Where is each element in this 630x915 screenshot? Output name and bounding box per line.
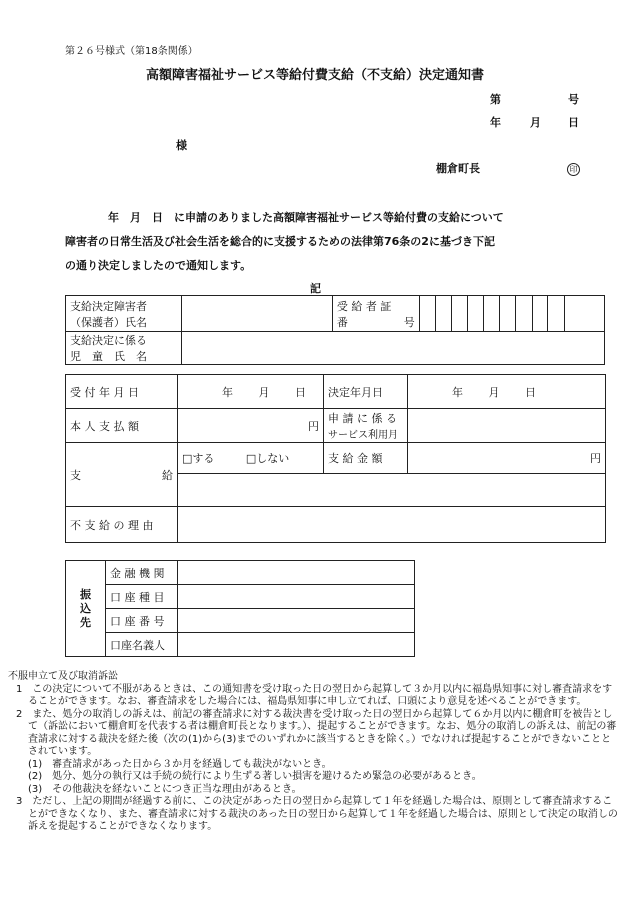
account-number-label: 口 座 番 号 [106, 609, 178, 633]
certificate-digit-cell[interactable] [532, 296, 548, 332]
official-seal-icon: 印 [567, 159, 580, 178]
date-year: 年 [490, 116, 501, 129]
recipient-name-label: 支給決定障害者 （保護者）氏名 [66, 296, 182, 332]
bank-label: 金 融 機 関 [106, 561, 178, 585]
note-item-3: 3 ただし、上記の期間が経過する前に、この決定があった日の翌日から起算して１年を経過した場合は、原則として審査請求することができなくなり、また、審査請求に対する裁決のあった日の翌日から起算して１年を経過した場合は、原則として決定の取消しの訴えを提起することができなくなります。 [16, 796, 618, 832]
ki-mark: 記 [310, 282, 321, 295]
notes-heading: 不服申立て及び取消訴訟 [8, 671, 118, 682]
certificate-digit-cell[interactable] [548, 296, 565, 332]
date-day: 日 [568, 116, 579, 129]
certificate-digit-cell[interactable] [436, 296, 452, 332]
receipt-date-label: 受 付 年 月 日 [66, 375, 178, 409]
child-name-label: 支給決定に係る 児 童 氏 名 [66, 332, 182, 365]
account-number-cell[interactable] [178, 609, 415, 633]
transfer-label: 振込先 [66, 561, 106, 657]
certificate-digit-cell[interactable] [451, 296, 468, 332]
certificate-digit-cell[interactable] [419, 296, 436, 332]
note-item-1: 1 この決定について不服があるときは、この通知書を受け取った日の翌日から起算して３か月以内に福島県知事に対し審査請求をすることができます。なお、審査請求をした場合には、福島県知事に申し立てれば、口頭により意見を述べることができます。 [16, 683, 613, 707]
support-yes-checkbox[interactable]: □する [182, 452, 215, 465]
date-month: 月 [530, 116, 541, 129]
account-holder-label: 口座名義人 [106, 633, 178, 657]
addressee-suffix: 様 [176, 139, 187, 152]
note-item-2: 2 また、処分の取消しの訴えは、前記の審査請求に対する裁決書を受け取った日の翌日から起算して６か月以内に棚倉町を被告として（訴訟において棚倉町を代表する者は棚倉町長となります。）、提起することができます。なお、処分の取消しの訴えは、前記の審査請求に対する裁決を経た後（次の(1)から(3)までのいずれかに該当するときを除く。）でなければ提起することができないこととされています。 [16, 708, 617, 757]
support-label: 支 給 [66, 443, 178, 507]
appeal-notes [8, 671, 620, 834]
document-title: 高額障害福祉サービス等給付費支給（不支給）決定通知書 [145, 68, 484, 83]
certificate-digit-cell[interactable] [500, 296, 516, 332]
support-detail-cell[interactable] [178, 474, 606, 507]
payment-amount-cell[interactable]: 円 [178, 409, 324, 443]
decision-table [65, 374, 606, 543]
amount-label: 支 給 金 額 [324, 443, 408, 474]
certificate-digit-cell[interactable] [468, 296, 484, 332]
certificate-digit-cell[interactable] [483, 296, 500, 332]
form-number: 第２６号様式（第18条関係） [65, 46, 198, 57]
payment-amount-label: 本 人 支 払 額 [66, 409, 178, 443]
account-type-label: 口 座 種 目 [106, 585, 178, 609]
body-line-2: 障害者の日常生活及び社会生活を総合的に支援するための法律第76条の2に基づき下記 [65, 235, 495, 248]
service-month-label: 申 請 に 係 る サービス利用月 [324, 409, 408, 443]
note-subitem-2: (2) 処分、処分の執行又は手続の続行により生ずる著しい損害を避けるため緊急の必要があるとき。 [28, 771, 482, 782]
recipient-table [65, 295, 605, 365]
support-no-checkbox[interactable]: □しない [245, 452, 290, 465]
non-support-reason-cell[interactable] [178, 507, 606, 543]
non-support-reason-label: 不 支 給 の 理 由 [66, 507, 178, 543]
amount-cell[interactable]: 円 [408, 443, 606, 474]
recipient-name-cell[interactable] [181, 296, 332, 332]
number-prefix: 第 [490, 93, 501, 106]
receipt-date-cell[interactable]: 年 月 日 [178, 375, 324, 409]
transfer-table [65, 560, 415, 657]
decision-date-cell[interactable]: 年 月 日 [408, 375, 606, 409]
support-options-cell [178, 443, 324, 474]
certificate-digit-cell[interactable] [515, 296, 532, 332]
issuer-name: 棚倉町長 [436, 162, 480, 175]
body-line-1: 年 月 日 に申請のありました高額障害福祉サービス等給付費の支給について [108, 211, 504, 224]
certificate-digit-cell[interactable] [564, 296, 604, 332]
number-suffix: 号 [568, 93, 579, 106]
decision-date-label: 決定年月日 [324, 375, 408, 409]
account-type-cell[interactable] [178, 585, 415, 609]
child-name-cell[interactable] [181, 332, 604, 365]
note-subitem-3: (3) その他裁決を経ないことにつき正当な理由があるとき。 [28, 783, 302, 795]
bank-cell[interactable] [178, 561, 415, 585]
note-subitem-1: (1) 審査請求があった日から３か月を経過しても裁決がないとき。 [28, 758, 332, 770]
body-line-3: の通り決定しましたので通知します。 [65, 259, 252, 272]
certificate-number-label: 受 給 者 証 番 号 [332, 296, 419, 332]
account-holder-cell[interactable] [178, 633, 415, 657]
service-month-cell[interactable] [408, 409, 606, 443]
